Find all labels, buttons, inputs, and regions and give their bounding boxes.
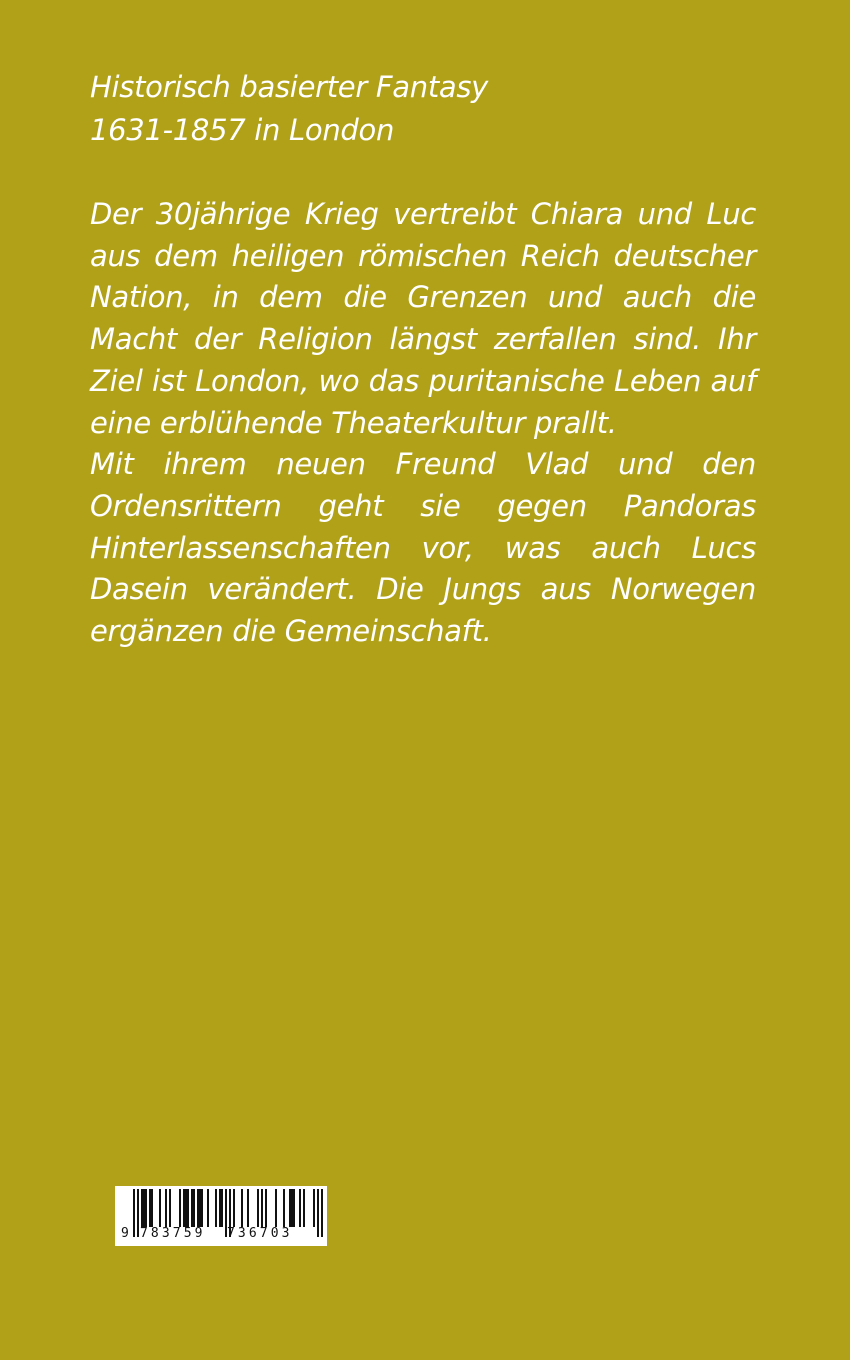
barcode-bar <box>187 1189 189 1227</box>
blurb-paragraph-2: Mit ihrem neuen Freund Vlad und den Ordensrittern geht sie gegen Pandoras Hinterlassenschaften vor, was auch Lucs Dasein verändert. Die Jungs aus Norwegen ergänzen die Gemeinschaft. <box>90 447 756 649</box>
barcode-bar <box>207 1189 209 1227</box>
barcode-bar <box>261 1189 263 1227</box>
barcode-bar <box>159 1189 161 1227</box>
barcode-bar <box>191 1189 193 1227</box>
barcode-bar <box>313 1189 315 1227</box>
barcode-bar <box>183 1189 185 1227</box>
barcode-bar <box>197 1189 199 1227</box>
barcode-bar <box>303 1189 305 1227</box>
isbn-first-digit: 9 <box>121 1226 132 1241</box>
blurb <box>90 194 756 653</box>
barcode-bar <box>185 1189 187 1227</box>
barcode-bar <box>257 1189 259 1227</box>
barcode-bar <box>241 1189 243 1227</box>
barcode-bar <box>141 1189 143 1227</box>
barcode-bar <box>247 1189 249 1227</box>
barcode-bar <box>145 1189 147 1227</box>
genre-label: Historisch basierter Fantasy <box>90 70 489 104</box>
barcode-bar <box>143 1189 145 1227</box>
barcode-bar <box>151 1189 153 1227</box>
barcode-bar <box>265 1189 267 1227</box>
setting-period: 1631-1857 in London <box>90 113 395 147</box>
isbn-left-group: 783759 <box>140 1226 206 1241</box>
barcode-bar <box>149 1189 151 1227</box>
barcode-bar <box>199 1189 201 1227</box>
barcode-bar <box>165 1189 167 1227</box>
barcode-bar <box>219 1189 221 1227</box>
barcode-bar <box>291 1189 293 1227</box>
barcode-bar <box>233 1189 235 1227</box>
blurb-paragraph-1: Der 30jährige Krieg vertreibt Chiara und Luc aus dem heiligen römischen Reich deutscher Nation, in dem die Grenzen und auch die Macht der Religion längst zerfallen sind. Ihr Ziel ist London, wo das puritanische Leben auf eine erblühende Theaterkultur prallt. <box>90 197 756 440</box>
barcode-bar <box>201 1189 203 1227</box>
barcode-bar <box>215 1189 217 1227</box>
barcode-bar <box>293 1189 295 1227</box>
barcode-bar <box>289 1189 291 1227</box>
barcode-bar <box>275 1189 277 1227</box>
isbn-digits <box>115 1226 327 1244</box>
barcode-bar <box>221 1189 223 1227</box>
barcode-bar <box>299 1189 301 1227</box>
genre-header <box>90 66 756 152</box>
barcode-bar <box>283 1189 285 1227</box>
barcode-bar <box>193 1189 195 1227</box>
barcode-bar <box>179 1189 181 1227</box>
barcode-bar <box>169 1189 171 1227</box>
isbn-barcode <box>115 1186 327 1246</box>
isbn-right-group: 736703 <box>227 1226 293 1241</box>
